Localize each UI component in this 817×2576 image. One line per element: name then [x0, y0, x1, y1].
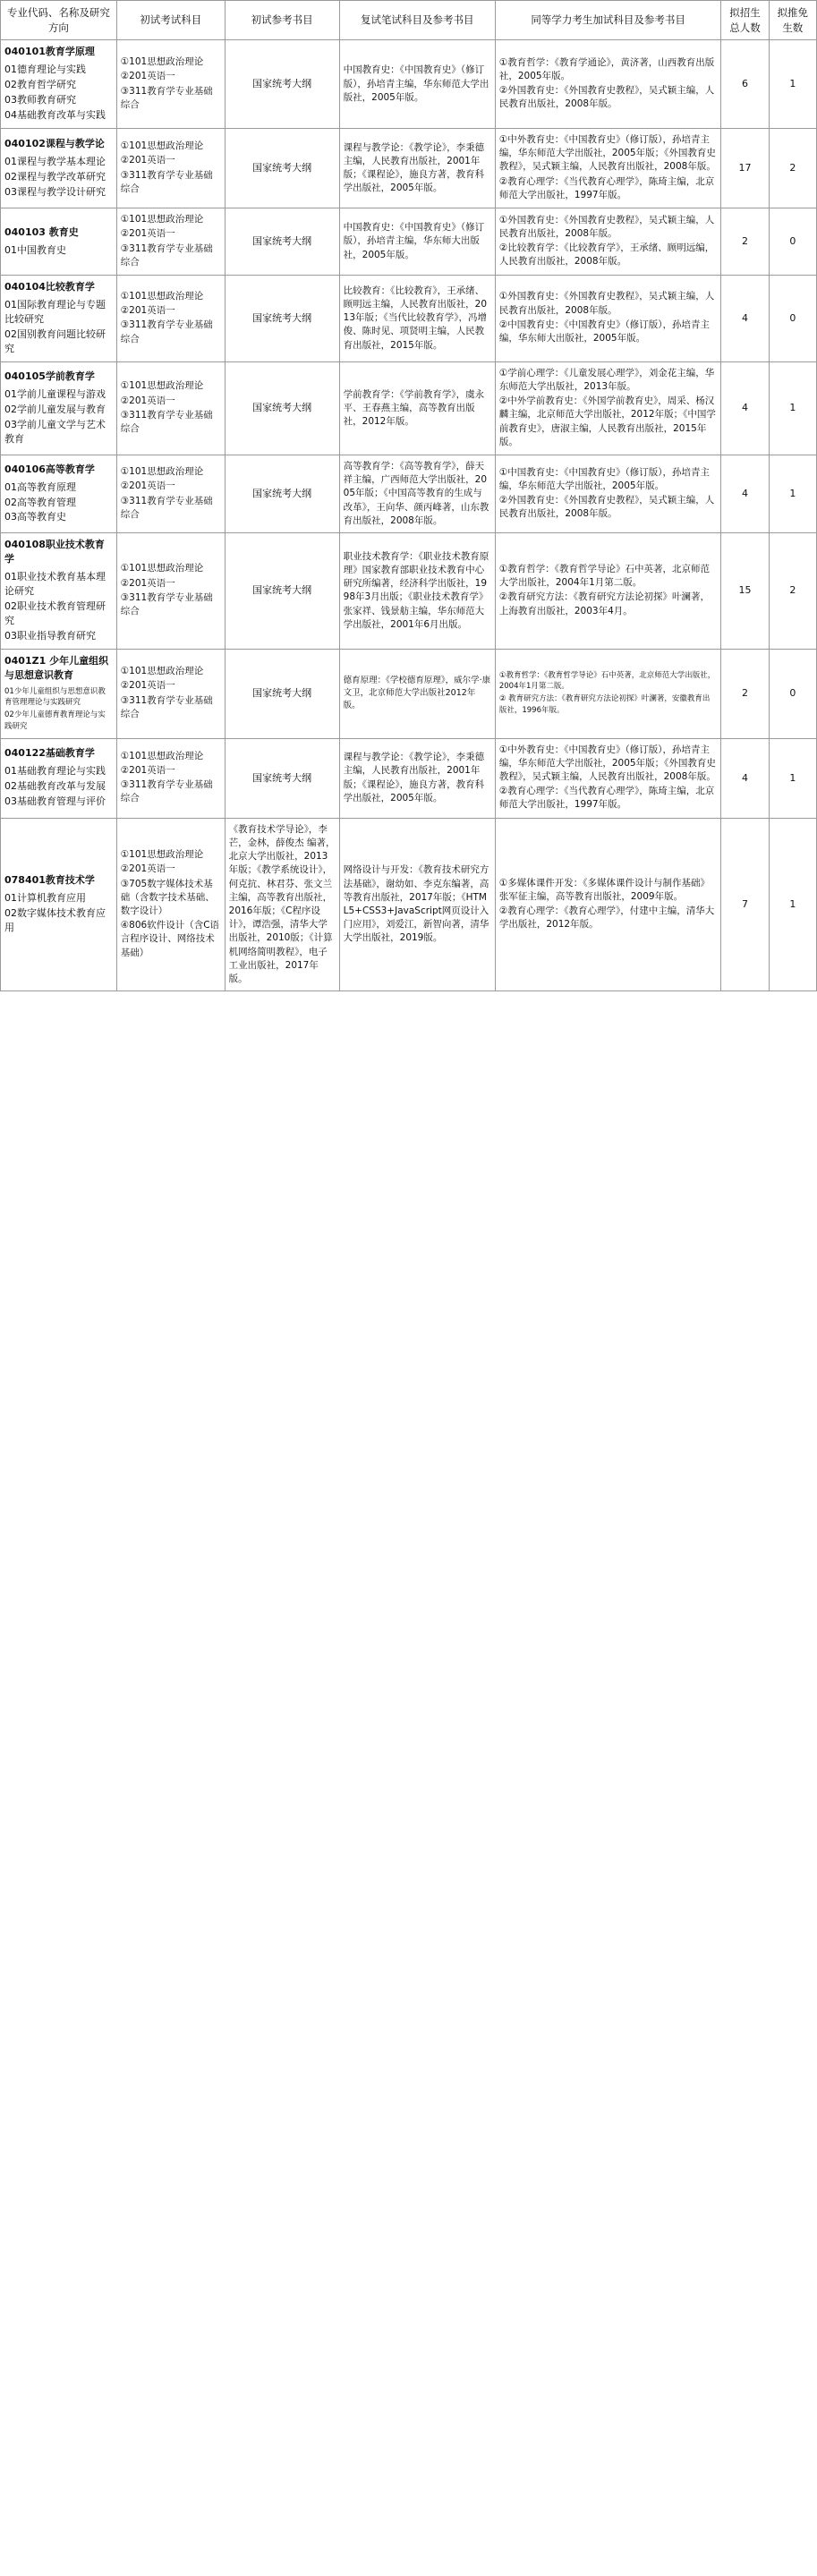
equivalent-subject-item: ①中外教育史：《中国教育史》（修订版），孙培青主编，华东师范大学出版社，2005年版；《外国教育史教程》，吴式颖主编，人民教育出版社，2008年版。 [498, 744, 716, 782]
exempt-enrollment-count: 0 [769, 276, 816, 362]
research-directions [4, 298, 113, 356]
major-title: 040105学前教育学 [4, 370, 95, 382]
exam-subject-item: ③311教育学专业基础综合 [120, 409, 213, 435]
total-enrollment-count: 4 [721, 738, 769, 818]
equivalent-subject-item: ②中外学前教育史：《外国学前教育史》，周采、杨汉麟主编，北京师范大学出版社，2012年版；《中国学前教育史》，唐淑主编，人民教育出版社，2015年版。 [498, 395, 716, 447]
equivalent-subject-item: ②教育心理学：《当代教育心理学》，陈琦主编，北京师范大学出版社，1997年版。 [498, 175, 715, 200]
major-cell [1, 738, 117, 818]
major-title: 040104比较教育学 [4, 281, 95, 293]
major-cell [1, 129, 117, 208]
research-direction-item: 01职业技术教育基本理论研究 [4, 570, 106, 597]
total-enrollment-count: 2 [721, 208, 769, 276]
exam-subject-item: ②201英语一 [120, 155, 175, 166]
exempt-enrollment-count: 2 [769, 533, 816, 650]
table-row [1, 361, 817, 455]
major-cell [1, 455, 117, 533]
equivalent-subject-item: ①中国教育史：《中国教育史》（修订版），孙培青主编，华东师范大学出版社，2005年版。 [498, 466, 711, 491]
equivalent-subject-item: ①学前心理学：《儿童发展心理学》，刘金花主编，华东师范大学出版社，2013年版。 [498, 367, 715, 392]
exempt-enrollment-count: 1 [769, 818, 816, 991]
initial-exam-subjects-cell [116, 455, 225, 533]
exam-subject-item: ③311教育学专业基础综合 [120, 169, 213, 194]
initial-exam-subjects-cell [116, 361, 225, 455]
research-direction-item: 02课程与教学改革研究 [4, 170, 106, 183]
initial-reference-books-cell: 国家统考大纲 [225, 361, 339, 455]
exam-subject-item: ③311教育学专业基础综合 [120, 85, 213, 110]
total-enrollment-count: 4 [721, 276, 769, 362]
research-direction-item: 01少年儿童组织与思想意识教育管理理论与实践研究 [4, 686, 106, 708]
table-header [1, 1, 817, 40]
equivalent-subject-item: ①中外教育史：《中国教育史》（修订版），孙培青主编，华东师范大学出版社，2005年版；《外国教育史教程》，吴式颖主编，人民教育出版社，2008年版。 [498, 134, 716, 173]
research-directions [4, 480, 113, 525]
retest-subjects-cell: 职业技术教育学：《职业技术教育原理》国家教育部职业技术教育中心研究所编著，经济科学出版社，1998年3月出版；《职业技术教育学》张家祥、钱景舫主编，华东师范大学出版社，2001年6月出版。 [339, 533, 495, 650]
header-exempt-count: 拟推免生数 [769, 1, 816, 40]
initial-exam-subjects-cell [116, 40, 225, 129]
retest-subjects-cell: 学前教育学：《学前教育学》，虞永平、王春燕主编，高等教育出版社，2012年版。 [339, 361, 495, 455]
equivalent-subject-item: ①教育哲学：《教育哲学导论》石中英著，北京师范大学出版社，2004年1月第二版。 [498, 563, 711, 589]
initial-reference-books-cell: 国家统考大纲 [225, 455, 339, 533]
retest-subjects-cell: 课程与教学论：《教学论》，李秉德主编，人民教育出版社，2001年版；《课程论》，施良方著，教育科学出版社，2005年版。 [339, 738, 495, 818]
header-row [1, 1, 817, 40]
total-enrollment-count: 15 [721, 533, 769, 650]
research-directions [4, 764, 113, 809]
total-enrollment-count: 6 [721, 40, 769, 129]
total-enrollment-count: 7 [721, 818, 769, 991]
research-direction-item: 02数字媒体技术教育应用 [4, 906, 106, 933]
equivalent-subjects-cell [495, 818, 720, 991]
major-title: 0401Z1 少年儿童组织与思想意识教育 [4, 654, 109, 681]
equivalent-subject-item: ①教育哲学：《教育哲学导论》石中英著，北京师范大学出版社，2004年1月第二版。 [498, 670, 716, 692]
major-title: 040108职业技术教育学 [4, 539, 105, 565]
equivalent-subjects-cell [495, 276, 720, 362]
header-initial-subjects: 初试考试科目 [116, 1, 225, 40]
exam-subject-item: ②201英语一 [120, 480, 175, 492]
major-cell [1, 818, 117, 991]
equivalent-subject-item: ①外国教育史：《外国教育史教程》，吴式颖主编，人民教育出版社，2008年版。 [498, 291, 715, 316]
retest-subjects-cell: 网络设计与开发：《教育技术研究方法基础》，谢幼如、李克东编著，高等教育出版社，2017年版；《HTML5+CSS3+JavaScript网页设计入门应用》，刘爱江，新智向著，清华大学出版社，2019版。 [339, 818, 495, 991]
initial-exam-subjects-cell [116, 649, 225, 738]
exam-subject-item: ③705数字媒体技术基础（含数字技术基础、数字设计） [120, 878, 215, 916]
equivalent-subject-item: ②教育心理学：《教育心理学》，付建中主编，清华大学出版社，2012年版。 [498, 905, 715, 931]
research-direction-item: 01德育理论与实践 [4, 64, 86, 76]
exam-subject-item: ③311教育学专业基础综合 [120, 495, 213, 520]
equivalent-subject-item: ①教育哲学：《教育学通论》，黄济著，山西教育出版社，2005年版。 [498, 56, 715, 81]
table-row [1, 455, 817, 533]
exam-subject-item: ①101思想政治理论 [120, 750, 204, 761]
research-direction-item: 02基础教育改革与发展 [4, 780, 106, 793]
equivalent-subject-item: ②教育心理学：《当代教育心理学》，陈琦主编，北京师范大学出版社，1997年版。 [498, 786, 715, 811]
exam-subject-item: ②201英语一 [120, 228, 175, 240]
exempt-enrollment-count: 1 [769, 738, 816, 818]
equivalent-subject-item: ②中国教育史：《中国教育史》（修订版），孙培青主编，华东师大出版社，2005年版。 [498, 319, 711, 344]
equivalent-subjects-cell [495, 649, 720, 738]
exempt-enrollment-count: 0 [769, 208, 816, 276]
initial-reference-books-cell: 国家统考大纲 [225, 533, 339, 650]
major-cell [1, 208, 117, 276]
equivalent-subject-item: ②外国教育史：《外国教育史教程》，吴式颖主编，人民教育出版社，2008年版。 [498, 85, 715, 110]
equivalent-subjects-cell [495, 455, 720, 533]
exam-subject-item: ①101思想政治理论 [120, 466, 204, 478]
initial-reference-books-cell: 国家统考大纲 [225, 129, 339, 208]
research-direction-item: 02高等教育管理 [4, 496, 76, 508]
header-initial-books: 初试参考书目 [225, 1, 339, 40]
retest-subjects-cell: 中国教育史：《中国教育史》（修订版），孙培青主编，华东师范大学出版社，2005年版。 [339, 40, 495, 129]
exam-subject-item: ①101思想政治理论 [120, 214, 204, 225]
research-direction-item: 03学前儿童文学与艺术教育 [4, 418, 106, 445]
research-direction-item: 01高等教育原理 [4, 480, 76, 493]
exempt-enrollment-count: 1 [769, 455, 816, 533]
major-title: 040101教育学原理 [4, 46, 95, 58]
research-directions [4, 243, 113, 258]
exam-subject-item: ①101思想政治理论 [120, 140, 204, 152]
retest-subjects-cell: 高等教育学：《高等教育学》，薛天祥主编，广西师范大学出版社，2005年版；《中国高等教育的生成与改革》，王向华、颜丙峰著，山东教育出版社，2008年版。 [339, 455, 495, 533]
exam-subject-item: ②201英语一 [120, 863, 175, 875]
initial-reference-books-cell: 国家统考大纲 [225, 649, 339, 738]
research-direction-item: 03职业指导教育研究 [4, 629, 96, 642]
retest-subjects-cell: 德育原理：《学校德育原理》，威尔学·康文卫，北京师范大学出版社2012年版。 [339, 649, 495, 738]
exam-subject-item: ②201英语一 [120, 71, 175, 82]
research-direction-item: 04基础教育改革与实践 [4, 109, 106, 122]
exempt-enrollment-count: 2 [769, 129, 816, 208]
exam-subject-item: ①101思想政治理论 [120, 290, 204, 302]
table-row [1, 129, 817, 208]
research-direction-item: 03教师教育研究 [4, 94, 76, 106]
major-title: 040102课程与教学论 [4, 137, 105, 149]
equivalent-subjects-cell [495, 40, 720, 129]
total-enrollment-count: 4 [721, 361, 769, 455]
initial-exam-subjects-cell [116, 533, 225, 650]
equivalent-subject-item: ①外国教育史：《外国教育史教程》，吴式颖主编，人民教育出版社，2008年版。 [498, 214, 715, 239]
table-row [1, 649, 817, 738]
research-directions [4, 155, 113, 200]
header-total-count: 拟招生总人数 [721, 1, 769, 40]
research-direction-item: 01计算机教育应用 [4, 892, 86, 904]
total-enrollment-count: 4 [721, 455, 769, 533]
research-directions [4, 570, 113, 643]
total-enrollment-count: 17 [721, 129, 769, 208]
research-directions [4, 387, 113, 446]
research-directions [4, 63, 113, 123]
table-row [1, 208, 817, 276]
research-direction-item: 01课程与教学基本理论 [4, 155, 106, 167]
initial-exam-subjects-cell [116, 818, 225, 991]
research-direction-item: 01学前儿童课程与游戏 [4, 387, 106, 400]
header-major: 专业代码、名称及研究方向 [1, 1, 117, 40]
major-cell [1, 40, 117, 129]
exam-subject-item: ③311教育学专业基础综合 [120, 779, 213, 804]
exam-subject-item: ③311教育学专业基础综合 [120, 319, 213, 344]
research-direction-item: 01基础教育理论与实践 [4, 765, 106, 778]
initial-reference-books-cell: 国家统考大纲 [225, 738, 339, 818]
major-cell [1, 649, 117, 738]
equivalent-subjects-cell [495, 361, 720, 455]
exam-subject-item: ①101思想政治理论 [120, 563, 204, 574]
research-direction-item: 03基础教育管理与评价 [4, 795, 106, 808]
initial-reference-books-cell: 国家统考大纲 [225, 208, 339, 276]
admission-catalog-table [0, 0, 817, 991]
major-title: 078401教育技术学 [4, 874, 95, 887]
exam-subject-item: ③311教育学专业基础综合 [120, 591, 213, 617]
exam-subject-item: ④806软件设计（含C语言程序设计、网络技术基础） [120, 920, 220, 958]
research-direction-item: 02少年儿童德育教育理论与实践研究 [4, 710, 106, 731]
exam-subject-item: ①101思想政治理论 [120, 380, 204, 392]
exam-subject-item: ②201英语一 [120, 305, 175, 317]
equivalent-subject-item: ②外国教育史：《外国教育史教程》，吴式颖主编，人民教育出版社，2008年版。 [498, 495, 715, 520]
research-direction-item: 03高等教育史 [4, 511, 66, 523]
exempt-enrollment-count: 1 [769, 40, 816, 129]
exempt-enrollment-count: 0 [769, 649, 816, 738]
initial-exam-subjects-cell [116, 276, 225, 362]
research-direction-item: 02教育哲学研究 [4, 79, 76, 91]
exam-subject-item: ①101思想政治理论 [120, 666, 204, 677]
research-direction-item: 02职业技术教育管理研究 [4, 599, 106, 626]
research-direction-item: 02国别教育问题比较研究 [4, 327, 106, 354]
research-direction-item: 02学前儿童发展与教育 [4, 403, 106, 415]
exam-subject-item: ②201英语一 [120, 395, 175, 406]
major-title: 040103 教育史 [4, 225, 79, 238]
equivalent-subject-item: ② 教育研究方法：《教育研究方法论初探》叶澜著，安徽教育出版社，1996年版。 [498, 694, 711, 715]
table-row [1, 40, 817, 129]
exempt-enrollment-count: 1 [769, 361, 816, 455]
initial-exam-subjects-cell [116, 129, 225, 208]
exam-subject-item: ②201英语一 [120, 577, 175, 589]
retest-subjects-cell: 中国教育史：《中国教育史》（修订版），孙培青主编，华东师大出版社，2005年版。 [339, 208, 495, 276]
equivalent-subjects-cell [495, 208, 720, 276]
initial-exam-subjects-cell [116, 208, 225, 276]
table-row [1, 276, 817, 362]
major-cell [1, 276, 117, 362]
initial-reference-books-cell: 《教育技术学导论》，李芒，金林，薛俊杰 编著，北京大学出版社，2013年版；《教学系统设计》，何克抗、林君芬、张文兰 主编，高等教育出版社，2016年版；《C程序设计》，谭浩强，清华大学出版社，2010版；《计算机网络简明教程》，电子工业出版社，2017年版。 [225, 818, 339, 991]
initial-reference-books-cell: 国家统考大纲 [225, 40, 339, 129]
major-cell [1, 361, 117, 455]
initial-exam-subjects-cell [116, 738, 225, 818]
retest-subjects-cell: 课程与教学论：《教学论》，李秉德主编，人民教育出版社，2001年版；《课程论》，施良方著，教育科学出版社，2005年版。 [339, 129, 495, 208]
exam-subject-item: ②201英语一 [120, 764, 175, 776]
equivalent-subjects-cell [495, 129, 720, 208]
major-title: 040122基础教育学 [4, 747, 95, 760]
table-row [1, 533, 817, 650]
research-directions [4, 686, 113, 733]
exam-subject-item: ③311教育学专业基础综合 [120, 694, 213, 719]
research-direction-item: 01中国教育史 [4, 243, 66, 256]
research-direction-item: 03课程与教学设计研究 [4, 185, 106, 198]
major-title: 040106高等教育学 [4, 463, 95, 475]
exam-subject-item: ①101思想政治理论 [120, 56, 204, 68]
exam-subject-item: ①101思想政治理论 [120, 849, 204, 861]
equivalent-subjects-cell [495, 738, 720, 818]
table-body [1, 40, 817, 991]
exam-subject-item: ③311教育学专业基础综合 [120, 242, 213, 268]
research-direction-item: 01国际教育理论与专题比较研究 [4, 298, 106, 325]
equivalent-subject-item: ①多媒体课件开发：《多媒体课件设计与制作基础》张军征主编，高等教育出版社，2009年版。 [498, 877, 711, 902]
research-directions [4, 891, 113, 935]
equivalent-subject-item: ②比较教育学：《比较教育学》，王承绪、顾明远编，人民教育出版社，2008年版。 [498, 242, 715, 268]
header-retest-subjects: 复试笔试科目及参考书目 [339, 1, 495, 40]
equivalent-subjects-cell [495, 533, 720, 650]
retest-subjects-cell: 比较教育：《比较教育》，王承绪、顾明远主编，人民教育出版社，2013年版；《当代比较教育学》，冯增俊、陈时见、项贤明主编，人民教育出版社，2015年版。 [339, 276, 495, 362]
initial-reference-books-cell: 国家统考大纲 [225, 276, 339, 362]
exam-subject-item: ②201英语一 [120, 680, 175, 692]
table-row [1, 818, 817, 991]
equivalent-subject-item: ②教育研究方法：《教育研究方法论初探》叶澜著，上海教育出版社，2003年4月。 [498, 591, 711, 616]
major-cell [1, 533, 117, 650]
total-enrollment-count: 2 [721, 649, 769, 738]
table-row [1, 738, 817, 818]
header-equivalent-subjects: 同等学力考生加试科目及参考书目 [495, 1, 720, 40]
